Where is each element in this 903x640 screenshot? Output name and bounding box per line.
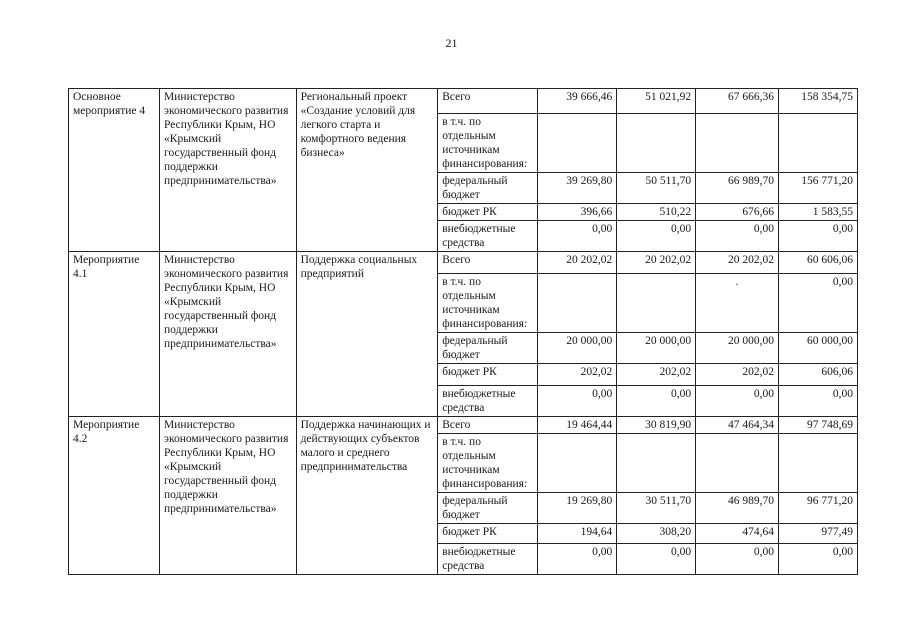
value-cell (779, 114, 858, 173)
source-cell: федеральный бюджет (438, 333, 538, 364)
source-cell: бюджет РК (438, 364, 538, 386)
activity-cell: Мероприятие 4.1 (69, 252, 160, 417)
value-cell: 30 819,90 (617, 417, 696, 434)
value-cell: 20 000,00 (538, 333, 617, 364)
table-row (69, 417, 858, 434)
value-cell: 20 202,02 (538, 252, 617, 274)
value-cell: 60 000,00 (779, 333, 858, 364)
value-cell: 47 464,34 (696, 417, 779, 434)
source-cell: в т.ч. по отдельным источникам финансирования: (438, 274, 538, 333)
value-cell: 1 583,55 (779, 204, 858, 221)
value-cell: 0,00 (696, 221, 779, 252)
executor-cell: Министерство экономического развития Республики Крым, НО «Крымский государственный фонд поддержки предпринимательства» (160, 252, 297, 417)
value-cell: 60 606,06 (779, 252, 858, 274)
value-cell: 19 464,44 (538, 417, 617, 434)
value-cell (617, 114, 696, 173)
value-cell: 0,00 (779, 386, 858, 417)
value-cell: 20 202,02 (617, 252, 696, 274)
value-cell: 66 989,70 (696, 173, 779, 204)
value-cell: 0,00 (779, 274, 858, 333)
value-cell: 0,00 (538, 386, 617, 417)
value-cell: 20 000,00 (696, 333, 779, 364)
value-cell: 0,00 (617, 544, 696, 575)
value-cell: 50 511,70 (617, 173, 696, 204)
value-cell: 474,64 (696, 524, 779, 544)
source-cell: внебюджетные средства (438, 386, 538, 417)
value-cell: 194,64 (538, 524, 617, 544)
value-cell: 67 666,36 (696, 89, 779, 114)
source-cell: федеральный бюджет (438, 493, 538, 524)
activity-cell: Мероприятие 4.2 (69, 417, 160, 575)
value-cell: 20 202,02 (696, 252, 779, 274)
activity-cell: Основное мероприятие 4 (69, 89, 160, 252)
source-cell: в т.ч. по отдельным источникам финансирования: (438, 434, 538, 493)
value-cell: 0,00 (696, 544, 779, 575)
value-cell (617, 434, 696, 493)
value-cell: 202,02 (617, 364, 696, 386)
value-cell: 96 771,20 (779, 493, 858, 524)
value-cell: 20 000,00 (617, 333, 696, 364)
table-row (69, 252, 858, 274)
value-cell: 977,49 (779, 524, 858, 544)
value-cell: 510,22 (617, 204, 696, 221)
project-cell: Региональный проект «Создание условий для легкого старта и комфортного ведения бизнеса» (296, 89, 438, 252)
value-cell: 0,00 (779, 221, 858, 252)
value-cell (617, 274, 696, 333)
value-cell: 46 989,70 (696, 493, 779, 524)
value-cell (538, 434, 617, 493)
value-cell: 308,20 (617, 524, 696, 544)
source-cell: бюджет РК (438, 524, 538, 544)
value-cell: 396,66 (538, 204, 617, 221)
value-cell: 51 021,92 (617, 89, 696, 114)
value-cell: 19 269,80 (538, 493, 617, 524)
value-cell: 0,00 (538, 544, 617, 575)
value-cell: 39 666,46 (538, 89, 617, 114)
value-cell: 0,00 (779, 544, 858, 575)
value-cell: 30 511,70 (617, 493, 696, 524)
executor-cell: Министерство экономического развития Республики Крым, НО «Крымский государственный фонд поддержки предпринимательства» (160, 417, 297, 575)
value-cell (538, 114, 617, 173)
value-cell: 202,02 (696, 364, 779, 386)
project-cell: Поддержка начинающих и действующих субъектов малого и среднего предпринимательства (296, 417, 438, 575)
value-cell (696, 434, 779, 493)
value-cell: . (696, 274, 779, 333)
value-cell: 0,00 (538, 221, 617, 252)
source-cell: в т.ч. по отдельным источникам финансирования: (438, 114, 538, 173)
source-cell: бюджет РК (438, 204, 538, 221)
source-cell: внебюджетные средства (438, 221, 538, 252)
source-cell: федеральный бюджет (438, 173, 538, 204)
value-cell (696, 114, 779, 173)
budget-table (68, 88, 858, 575)
value-cell (779, 434, 858, 493)
value-cell: 0,00 (617, 221, 696, 252)
source-cell: Всего (438, 89, 538, 114)
table-row (69, 89, 858, 114)
value-cell: 202,02 (538, 364, 617, 386)
value-cell: 606,06 (779, 364, 858, 386)
value-cell: 0,00 (617, 386, 696, 417)
value-cell: 156 771,20 (779, 173, 858, 204)
source-cell: Всего (438, 417, 538, 434)
value-cell (538, 274, 617, 333)
source-cell: внебюджетные средства (438, 544, 538, 575)
value-cell: 676,66 (696, 204, 779, 221)
value-cell: 39 269,80 (538, 173, 617, 204)
value-cell: 158 354,75 (779, 89, 858, 114)
page-number: 21 (445, 36, 458, 50)
value-cell: 0,00 (696, 386, 779, 417)
source-cell: Всего (438, 252, 538, 274)
project-cell: Поддержка социальных предприятий (296, 252, 438, 417)
executor-cell: Министерство экономического развития Республики Крым, НО «Крымский государственный фонд поддержки предпринимательства» (160, 89, 297, 252)
value-cell: 97 748,69 (779, 417, 858, 434)
